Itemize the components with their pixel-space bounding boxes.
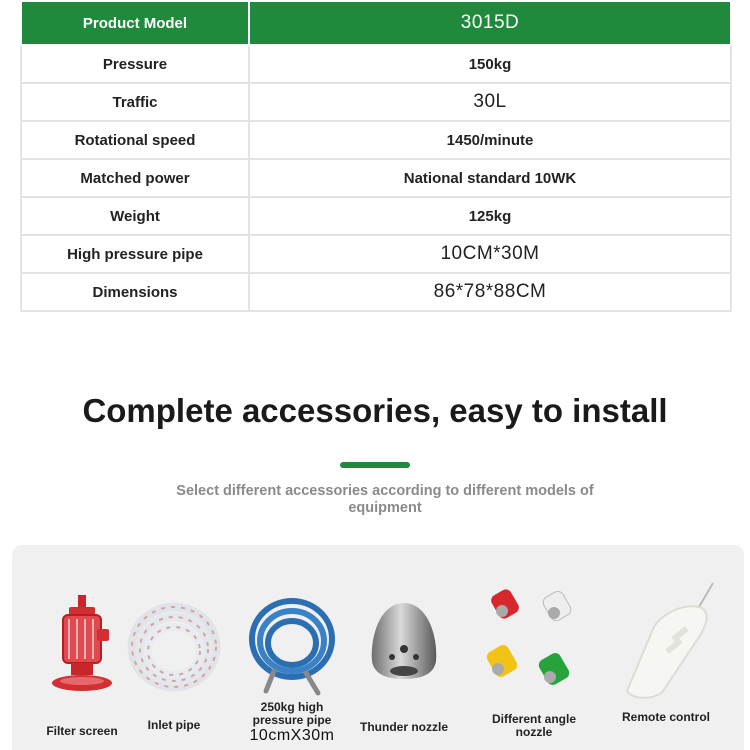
spec-header-value: 3015D: [249, 1, 731, 45]
spec-label: Traffic: [21, 83, 249, 121]
spec-row-matched-power: [21, 159, 731, 197]
spec-value: 1450/minute: [249, 121, 731, 159]
spec-row-pressure: [21, 45, 731, 83]
accessory-angle-nozzles: [478, 587, 590, 739]
spec-value: 30L: [249, 83, 731, 121]
accessory-thunder-nozzle: [356, 601, 452, 734]
filter-screen-icon: [47, 593, 117, 695]
spec-row-rotational-speed: [21, 121, 731, 159]
spec-value: National standard 10WK: [249, 159, 731, 197]
spec-value: 86*78*88CM: [249, 273, 731, 311]
thunder-nozzle-icon: [368, 601, 440, 681]
high-pressure-pipe-icon: [246, 597, 338, 701]
spec-row-weight: [21, 197, 731, 235]
spec-header-row: [21, 1, 731, 45]
spec-row-dimensions: [21, 273, 731, 311]
accessories-panel: [12, 545, 744, 750]
spec-label: Pressure: [21, 45, 249, 83]
section-title: Complete accessories, easy to install: [82, 392, 668, 429]
angle-nozzles-icon: [480, 587, 588, 697]
spec-label: Dimensions: [21, 273, 249, 311]
accessory-inlet-pipe: [124, 599, 224, 732]
spec-header-label: Product Model: [21, 1, 249, 45]
spec-label: Weight: [21, 197, 249, 235]
accessory-label: Inlet pipe: [147, 718, 201, 732]
accent-divider: [340, 462, 410, 468]
accessory-high-pressure-pipe: [242, 597, 342, 744]
spec-table: [20, 0, 732, 312]
accessory-remote-control: [612, 581, 720, 724]
spec-label: Matched power: [21, 159, 249, 197]
accessory-label: Remote control: [621, 710, 710, 724]
spec-label: Rotational speed: [21, 121, 249, 159]
spec-value: 150kg: [249, 45, 731, 83]
accessory-label: Filter screen: [46, 724, 118, 738]
spec-value: 10CM*30M: [249, 235, 731, 273]
spec-value: 125kg: [249, 197, 731, 235]
accessory-label: 250kg high pressure pipe: [252, 700, 332, 727]
spec-row-traffic: [21, 83, 731, 121]
accessory-label: Thunder nozzle: [360, 720, 448, 734]
spec-row-high-pressure-pipe: [21, 235, 731, 273]
accessory-filter-screen: [36, 593, 128, 738]
accessory-extra: 10cmX30m: [249, 727, 335, 744]
spec-label: High pressure pipe: [21, 235, 249, 273]
inlet-pipe-icon: [126, 599, 222, 695]
accessory-label: Different angle nozzle: [491, 712, 576, 739]
remote-control-icon: [613, 581, 719, 701]
section-subtitle: Select different accessories according to different models of equipment: [176, 483, 594, 516]
